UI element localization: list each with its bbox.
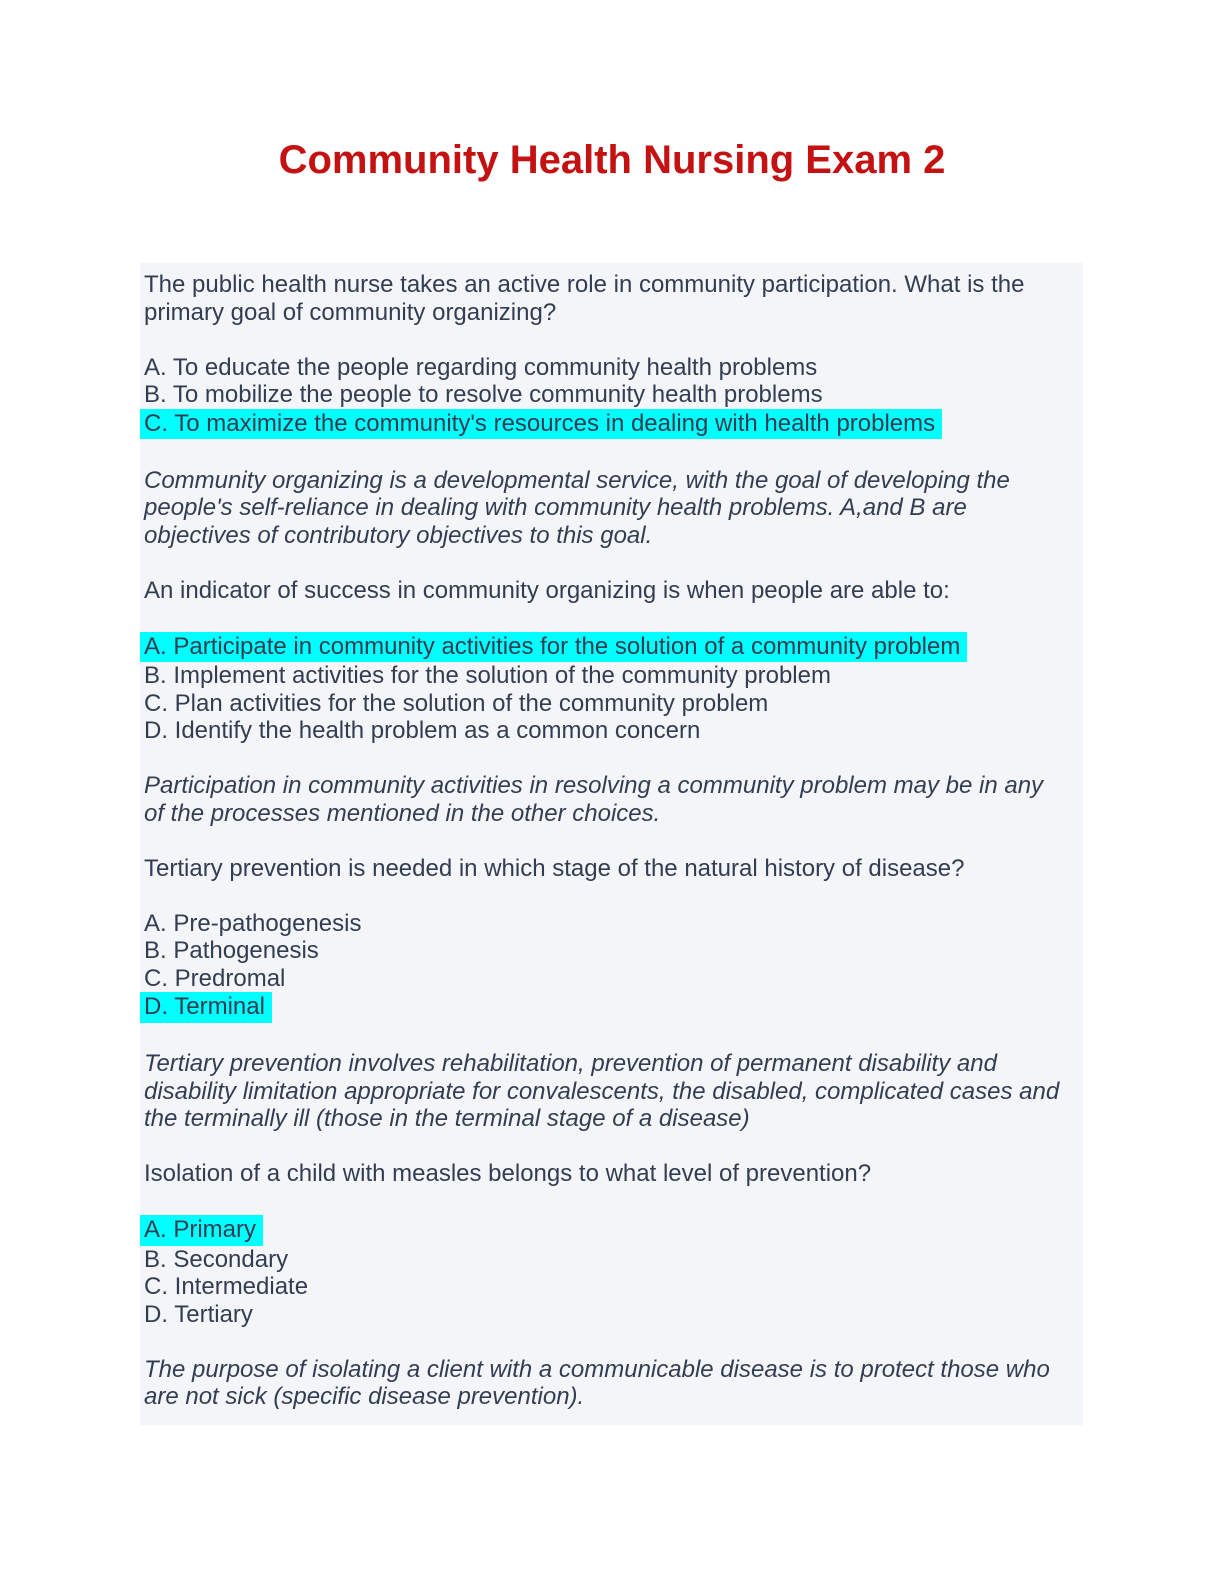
answer-option xyxy=(144,409,1063,440)
answer-option xyxy=(144,662,1063,690)
answer-option xyxy=(144,1215,1063,1246)
question-block xyxy=(144,1160,1063,1188)
question-block xyxy=(144,855,1063,883)
highlighted-answer: A. Participate in community activities for the solution of a community problem xyxy=(140,632,967,663)
rationale-text: Community organizing is a developmental service, with the goal of developing the people's self-reliance in dealing with community health problems. A,and B are objectives of contributory objectives to this goal. xyxy=(144,466,1010,549)
answer-option-label: A. To educate the people regarding community health problems xyxy=(144,353,818,381)
answer-option xyxy=(144,992,1063,1023)
answer-option-label: C. Predromal xyxy=(144,964,286,992)
answer-option-label: D. Tertiary xyxy=(144,1300,253,1328)
exam-content-card xyxy=(140,263,1083,1425)
answer-option xyxy=(144,354,1063,382)
rationale-block xyxy=(144,772,1063,827)
rationale-block xyxy=(144,467,1063,550)
answer-option xyxy=(144,717,1063,745)
answer-option-label: C. Intermediate xyxy=(144,1273,309,1300)
question-text: An indicator of success in community organizing is when people are able to: xyxy=(144,576,950,604)
answer-option xyxy=(144,1273,1063,1301)
answer-option xyxy=(144,381,1063,409)
question-block xyxy=(144,577,1063,605)
answer-option xyxy=(144,1246,1063,1274)
rationale-block xyxy=(144,1050,1063,1133)
highlighted-answer: A. Primary xyxy=(140,1215,263,1246)
highlighted-answer: C. To maximize the community's resources in dealing with health problems xyxy=(140,409,942,440)
rationale-text: Participation in community activities in resolving a community problem may be in any of the processes mentioned in the other choices. xyxy=(144,772,1044,827)
answer-option-label: B. Secondary xyxy=(144,1245,289,1273)
question-text: Isolation of a child with measles belongs to what level of prevention? xyxy=(144,1160,872,1187)
rationale-block xyxy=(144,1356,1063,1411)
answer-option-label: B. Pathogenesis xyxy=(144,937,319,964)
highlighted-answer: D. Terminal xyxy=(140,992,272,1023)
options-block xyxy=(144,354,1063,440)
answer-option-label: C. Plan activities for the solution of the community problem xyxy=(144,689,769,717)
answer-option xyxy=(144,632,1063,663)
answer-option-label: D. Identify the health problem as a common concern xyxy=(144,717,701,744)
options-block xyxy=(144,910,1063,1023)
answer-option xyxy=(144,1301,1063,1329)
answer-option-label: A. Pre-pathogenesis xyxy=(144,909,362,937)
answer-option xyxy=(144,690,1063,718)
answer-option-label: B. Implement activities for the solution of the community problem xyxy=(144,662,831,689)
options-block xyxy=(144,632,1063,745)
question-text: Tertiary prevention is needed in which stage of the natural history of disease? xyxy=(144,854,965,882)
rationale-text: Tertiary prevention involves rehabilitation, prevention of permanent disability and disability limitation appropriate for convalescents, the disabled, complicated cases and the terminally ill (those in the terminal stage of a disease) xyxy=(144,1050,1060,1132)
question-block xyxy=(144,271,1063,326)
options-block xyxy=(144,1215,1063,1328)
answer-option xyxy=(144,910,1063,938)
question-text: The public health nurse takes an active role in community participation. What is the primary goal of community organizing? xyxy=(144,271,1025,326)
answer-option xyxy=(144,937,1063,965)
document-title: Community Health Nursing Exam 2 xyxy=(278,138,946,182)
answer-option xyxy=(144,965,1063,993)
answer-option-label: B. To mobilize the people to resolve community health problems xyxy=(144,381,823,408)
rationale-text: The purpose of isolating a client with a communicable disease is to protect those who are not sick (specific disease prevention). xyxy=(144,1355,1050,1410)
